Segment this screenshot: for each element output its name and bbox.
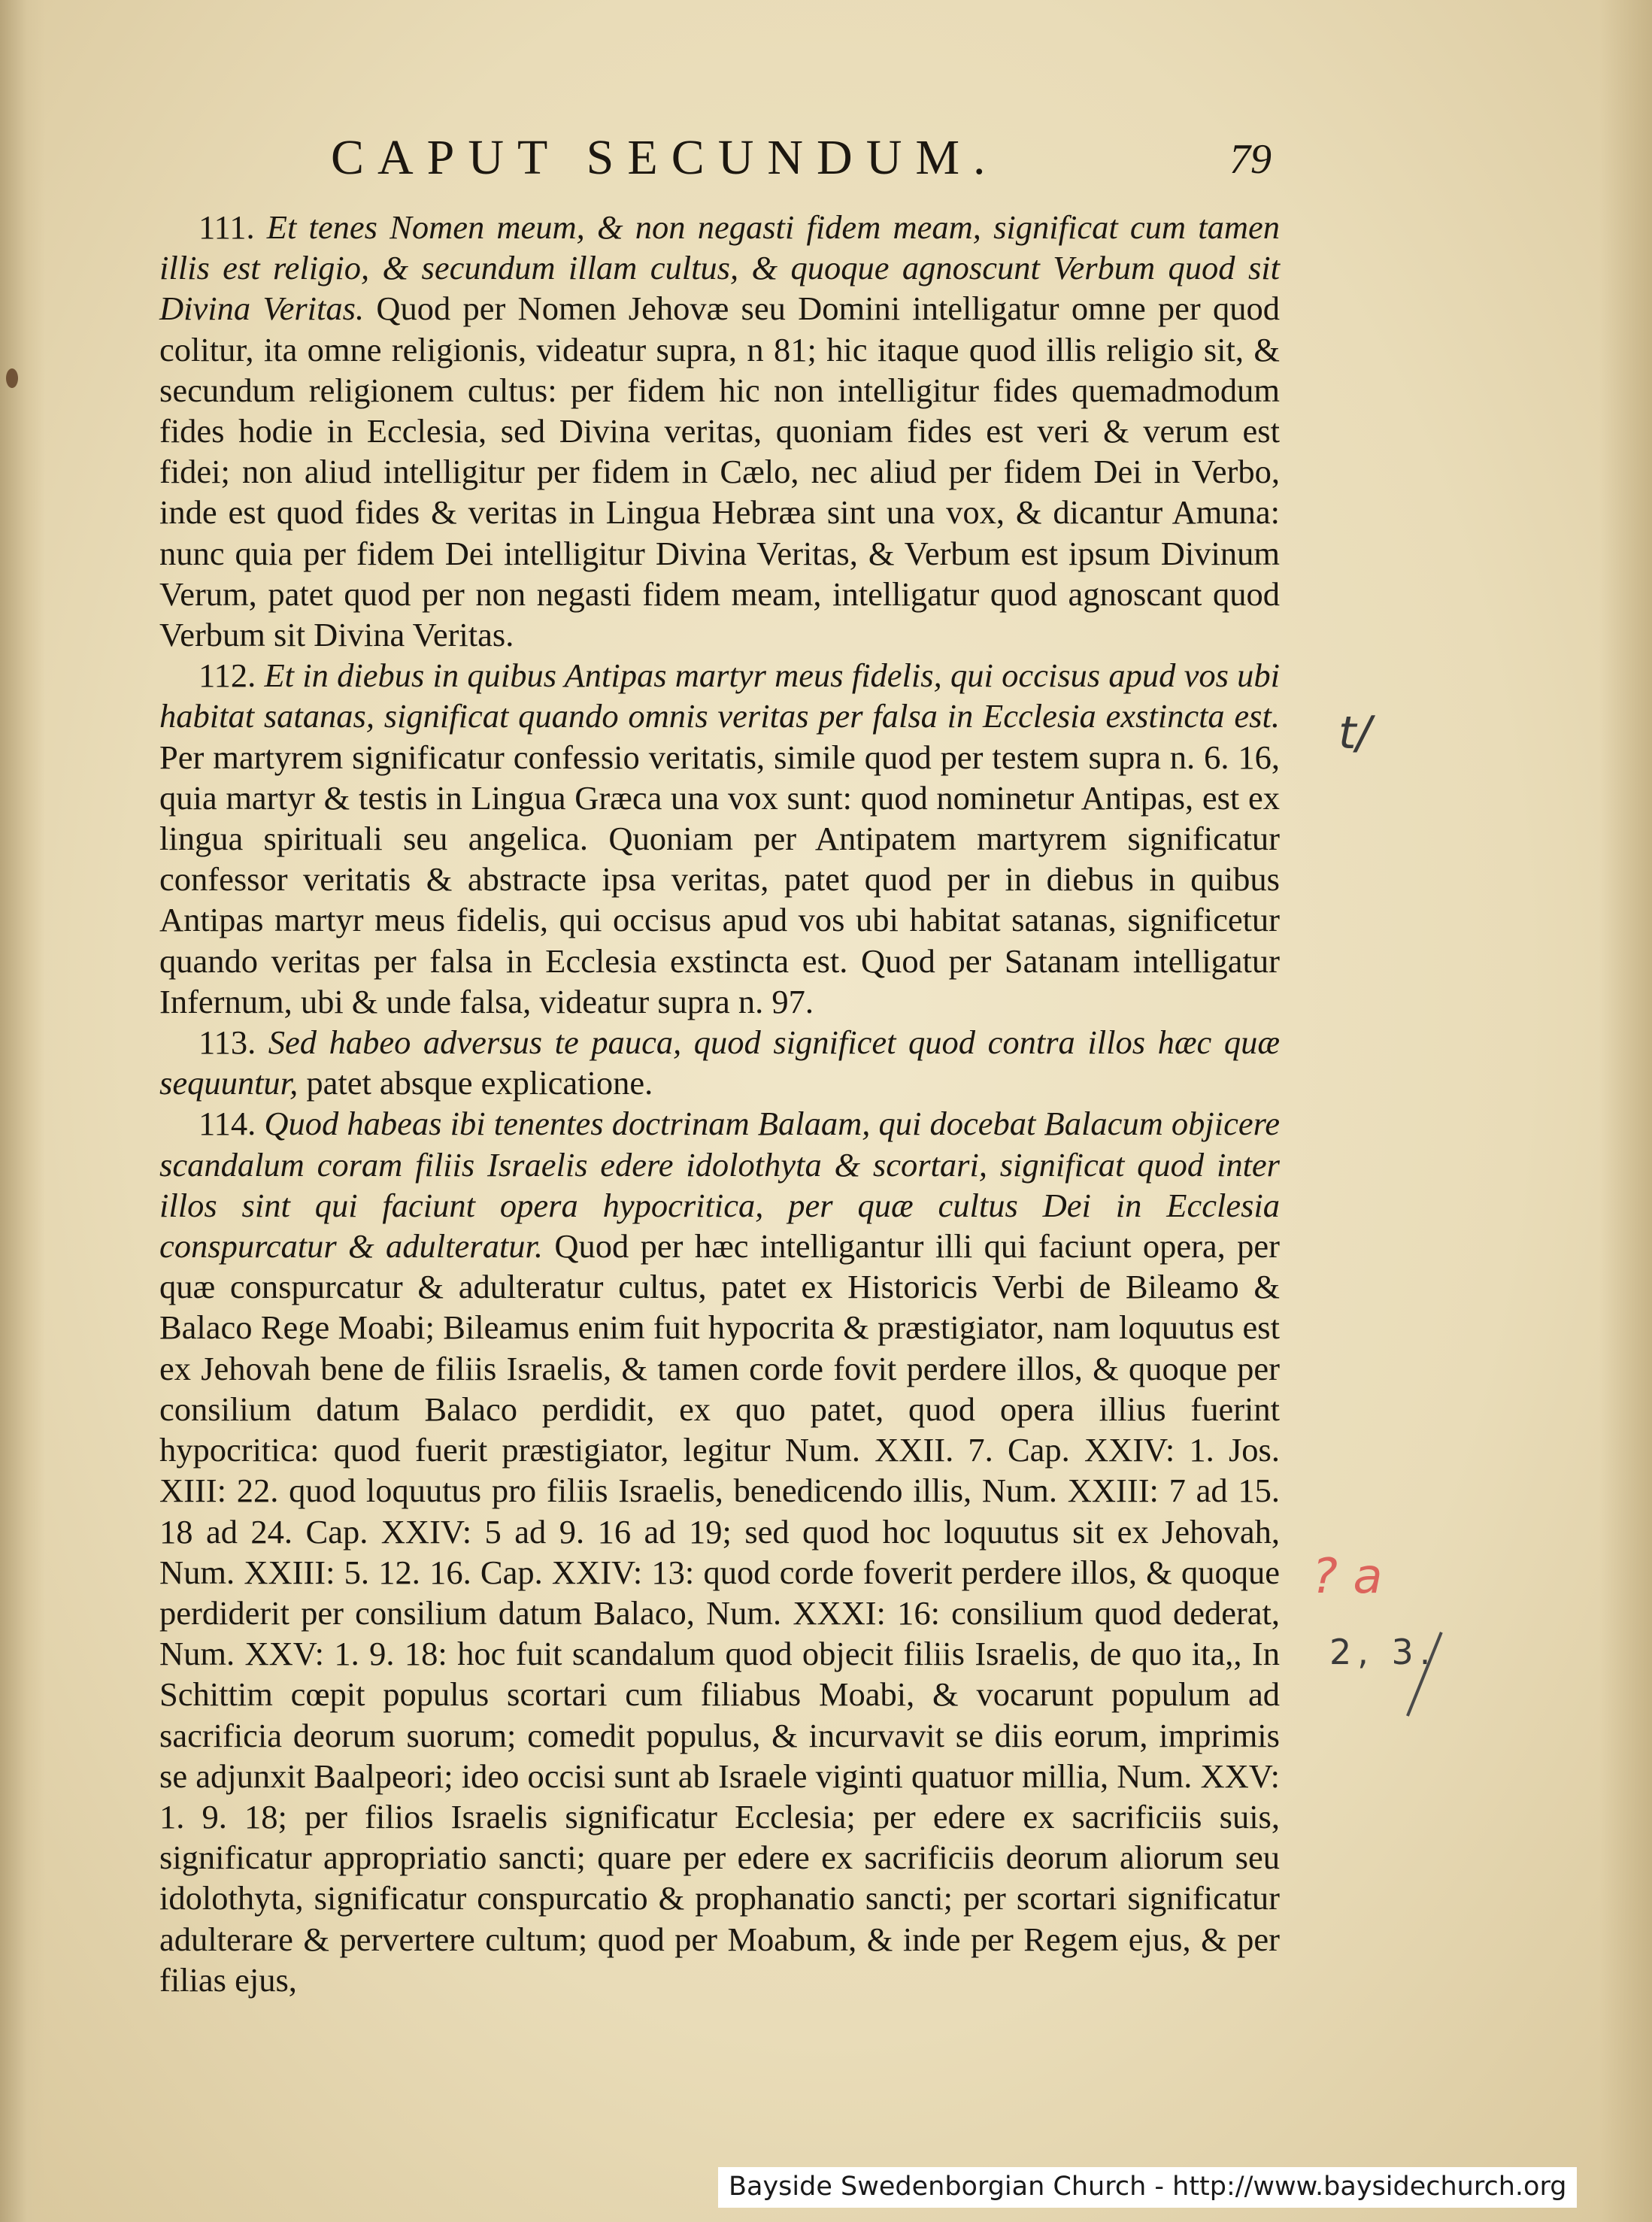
watermark-credit: Bayside Swedenborgian Church - http://www.baysidechurch.org xyxy=(718,2167,1577,2208)
margin-note-numbers: 2, 3. xyxy=(1329,1632,1437,1672)
running-head: CAPUT SECUNDUM. xyxy=(331,130,999,185)
paragraph-number: 112. xyxy=(199,656,256,695)
page-edge-right xyxy=(1599,0,1652,2222)
paragraph-number: 111. xyxy=(199,208,255,246)
paragraph-text: Per martyrem significatur confessio veritatis, simile quod per testem supra n. 6. 16, quia martyr & testis in Lingua Græca una vox sunt: quod nominetur Antipas, est ex lingua spirituali seu angelica. Quoniam per Antipatem martyrem significatur confessor veritatis & abstracte ipsa veritas, patet quod per in diebus in quibus Antipas martyr meus fidelis, qui occisus apud vos ubi habitat satanas, significetur quando veritas per falsa in Ecclesia exstincta est. Quod per Satanam intelligatur Infernum, ubi & unde falsa, videatur supra n. 97. xyxy=(159,738,1280,1020)
body-text xyxy=(159,207,1280,2000)
paragraph-114 xyxy=(159,1103,1280,1999)
paragraph-111 xyxy=(159,207,1280,655)
ink-smudge xyxy=(6,368,18,388)
paragraph-lemma: Et tenes Nomen meum, & non negasti fidem meam, significat cum tamen illis est religio, & secundum illam cultus, & quoque agnoscunt Verbum quod sit Divina Veritas. xyxy=(159,208,1281,328)
paragraph-lemma: Quod habeas ibi tenentes doctrinam Balaam, qui docebat Balacum objicere scandalum coram filiis Israelis edere idolothyta & scortari, significat quod inter illos sint qui faciunt opera hypocritica, per quæ cultus Dei in Ecclesia conspurcatur & adulteratur. xyxy=(159,1105,1281,1266)
paragraph-number: 113. xyxy=(199,1023,256,1062)
paragraph-113 xyxy=(159,1022,1280,1103)
paragraph-number: 114. xyxy=(199,1105,256,1143)
margin-note-pencil: t/ xyxy=(1338,707,1372,759)
paragraph-text: Quod per Nomen Jehovæ seu Domini intelligatur omne per quod colitur, ita omne religionis, videatur supra, n 81; hic itaque quod illis religio sit, & secundum religionem cultus: per fidem hic non intelligitur fides quemadmodum fides hodie in Ecclesia, sed Divina veritas, quoniam fides est veri & verum est fidei; non aliud intelligitur per fidem in Cælo, nec aliud per fidem Dei in Verbo, inde est quod fides & veritas in Lingua Hebræa sint una vox, & dicantur Amuna: nunc quia per fidem Dei intelligitur Divina Veritas, & Verbum est ipsum Divinum Verum, patet quod per non negasti fidem meam, intelligatur quod agnoscant quod Verbum sit Divina Veritas. xyxy=(159,289,1280,654)
page-edge-left xyxy=(0,0,45,2222)
paragraph-lemma: Et in diebus in quibus Antipas martyr meus fidelis, qui occisus apud vos ubi habitat satanas, significat quando omnis veritas per falsa in Ecclesia exstincta est. xyxy=(159,656,1280,735)
paragraph-text: patet absque explicatione. xyxy=(306,1064,653,1102)
paragraph-112 xyxy=(159,655,1280,1022)
paragraph-lemma: Sed habeo adversus te pauca, quod significet quod contra illos hæc quæ sequuntur, xyxy=(159,1023,1280,1102)
paragraph-text: Quod per hæc intelligantur illi qui faciunt opera, per quæ conspurcatur & adulteratur cultus, patet ex Historicis Verbi de Bileamo & Balaco Rege Moabi; Bileamus enim fuit hypocrita & præstigiator, nam loquutus est ex Jehovah bene de filiis Israelis, & tamen corde fovit perdere illos, & quoque per consilium datum Balaco perdidit, ex quo patet, quod opera illius fuerint hypocritica: quod fuerit præstigiator, legitur Num. XXII. 7. Cap. XXIV: 1. Jos. XIII: 22. quod loquutus pro filiis Israelis, benedicendo illis, Num. XXIII: 7 ad 15. 18 ad 24. Cap. XXIV: 5 ad 9. 16 ad 19; sed quod hoc loquutus sit ex Jehovah, Num. XXIII: 5. 12. 16. Cap. XXIV: 13: quod corde foverit perdere illos, & quoque perdiderit per consilium datum Balaco, Num. XXXI: 16: consilium quod dederat, Num. XXV: 1. 9. 18: hoc fuit scandalum quod objecit filiis Israelis, de quo ita,, In Schittim cœpit populus scortari cum filiabus Moabi, & vocarunt populum ad sacrificia deorum suorum; comedit populus, & incurvavit se diis eorum, imprimis se adjunxit Baalpeori; ideo occisi sunt ab Israele viginti quatuor millia, Num. XXV: 1. 9. 18; per filios Israelis significatur Ecclesia; per edere ex sacrificiis suis, significatur appropriatio sancti; quare per edere ex sacrificiis deorum aliorum seu idolothyta, significatur conspurcatio & prophanatio sancti; per scortari significatur adulterare & pervertere cultum; quod per Moabum, & inde per Regem ejus, & per filias ejus, xyxy=(159,1227,1281,1999)
margin-note-red: ? a xyxy=(1312,1549,1383,1605)
page-number: 79 xyxy=(1229,136,1272,183)
